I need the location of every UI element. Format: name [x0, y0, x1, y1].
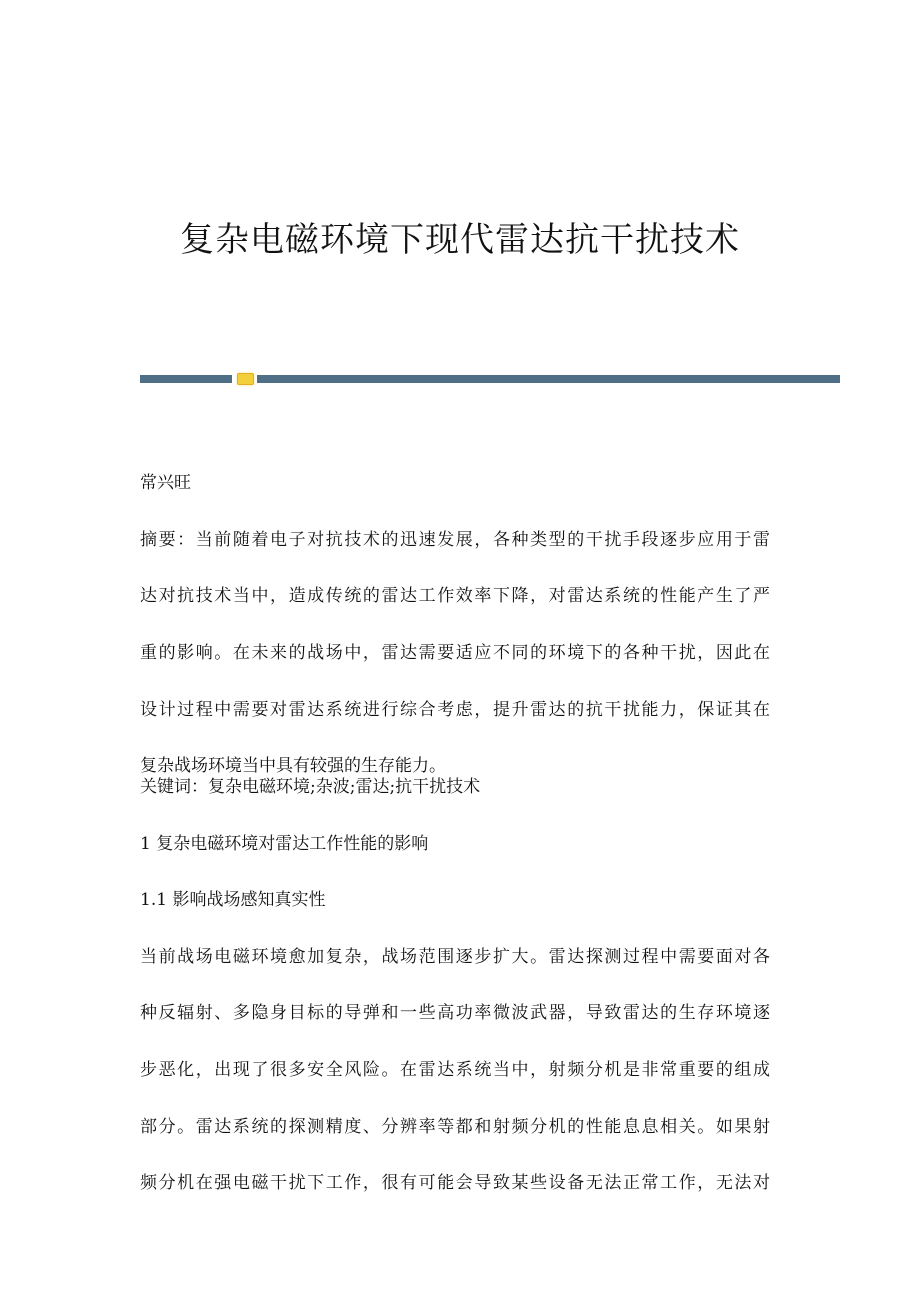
title-divider-right: [257, 375, 840, 383]
keywords: 关键词：复杂电磁环境;杂波;雷达;抗干扰技术: [140, 777, 481, 797]
abstract-line: 复杂战场环境当中具有较强的生存能力。: [140, 756, 446, 776]
body-line: 步恶化，出现了很多安全风险。在雷达系统当中，射频分机是非常重要的组成: [140, 1060, 770, 1080]
document-title: 复杂电磁环境下现代雷达抗干扰技术: [180, 220, 740, 260]
divider-ornament-icon: [237, 373, 254, 385]
abstract-line: 重的影响。在未来的战场中，雷达需要适应不同的环境下的各种干扰，因此在: [140, 643, 770, 663]
author: 常兴旺: [140, 473, 191, 493]
abstract-line: 设计过程中需要对雷达系统进行综合考虑，提升雷达的抗干扰能力，保证其在: [140, 700, 770, 720]
body-line: 种反辐射、多隐身目标的导弹和一些高功率微波武器，导致雷达的生存环境逐: [140, 1003, 770, 1023]
body-line: 部分。雷达系统的探测精度、分辨率等都和射频分机的性能息息相关。如果射: [140, 1117, 770, 1137]
title-divider-left: [140, 375, 232, 383]
subsection-heading: 1.1 影响战场感知真实性: [140, 890, 326, 910]
body-line: 频分机在强电磁干扰下工作，很有可能会导致某些设备无法正常工作，无法对: [140, 1173, 770, 1193]
abstract-line: 达对抗技术当中，造成传统的雷达工作效率下降，对雷达系统的性能产生了严: [140, 586, 770, 606]
section-heading: 1 复杂电磁环境对雷达工作性能的影响: [140, 834, 429, 854]
body-line: 当前战场电磁环境愈加复杂，战场范围逐步扩大。雷达探测过程中需要面对各: [140, 947, 770, 967]
abstract-line: 摘要：当前随着电子对抗技术的迅速发展，各种类型的干扰手段逐步应用于雷: [140, 530, 770, 550]
